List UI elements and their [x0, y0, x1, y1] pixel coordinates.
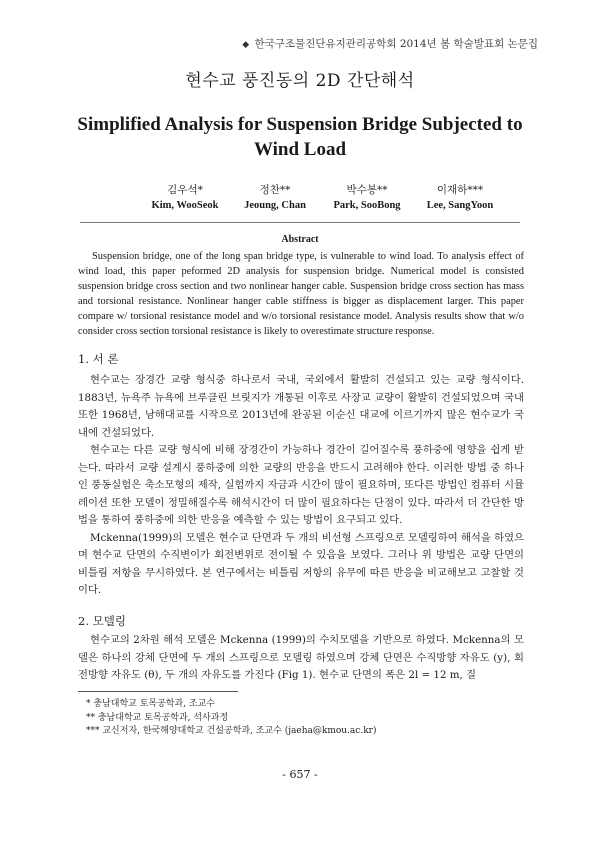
author-name-en: Lee, SangYoon: [426, 200, 494, 211]
abstract-heading: Abstract: [281, 234, 319, 245]
author-name-ko: 정찬**: [259, 184, 291, 196]
abstract-text: Suspension bridge, one of the long span bridge type, is vulnerable to wind load. To analysis effect of wind load, this paper peformed 2D analysis for suspension bridge. Numerical model is consisted suspension bridge cross section and two nonlinear hanger cable. Suspension bridge cross section has mass and torsional resistance. Nonlinear hanger cable stiffness is bigger as displacement larger. This paper compare w/ torsional resistance model and w/o torsional resistance model. Analysis results show that w/o consider cross section torsional resistance is likely to overestimate structure response.: [78, 251, 524, 337]
author-3: [322, 182, 412, 214]
paragraph: 현수교는 장경간 교량 형식중 하나로서 국내, 국외에서 활발히 건설되고 있는 교량 형식이다. 1883년, 뉴욕주 뉴욕에 브루클린 브릿지가 개통된 이후로 사장교 교량이 활발히 건설되었으며 국내 또한 1968년, 남해대교를 시작으로 2013년에 완공된 이순신 대교에 이르기까지 많은 현수교가 국내에 건설되었다.: [78, 374, 524, 439]
footnote: * 충남대학교 토목공학과, 조교수: [86, 699, 215, 709]
paragraph: Mckenna(1999)의 모델은 현수교 단면과 두 개의 비선형 스프링으로 모델링하여 해석을 하였으며 현수교 단면의 수직변이가 회전변위로 전이될 수 있음을 보였다. 그러나 위 방법은 교량 단면의 비틀림 저항을 무시하였다. 본 연구에서는 비틀림 저항의 유무에 따른 반응을 비교해보고 고찰할 것이다.: [78, 531, 524, 596]
author-name-ko: 이재하***: [436, 184, 484, 196]
paragraph: 현수교의 2차원 해석 모델은 Mckenna (1999)의 수치모델을 기반으로 하였다. Mckenna의 모델은 하나의 강체 단면에 두 개의 스프링으로 모델링 하였으며 강체 단면은 수직방향 자유도 (y), 회전방향 자유도 (θ), 두 개의 자유도를 가진다 (Fig 1). 현수교 단면의 폭은 2l = 12 m, 질: [78, 634, 524, 681]
diamond-icon: ◆: [242, 40, 250, 50]
author-4: [410, 182, 510, 214]
title-english: Simplified Analysis for Suspension Bridge Subjected to Wind Load: [77, 114, 523, 160]
author-1: [140, 182, 230, 214]
section-heading-modeling: 2. 모델링: [78, 614, 126, 628]
footnote: ** 충남대학교 토목공학과, 석사과정: [86, 712, 229, 723]
author-name-ko: 박수봉**: [346, 184, 388, 196]
abstract-body: [78, 249, 524, 339]
footnotes: [86, 698, 376, 739]
author-name-en: Kim, WooSeok: [151, 200, 219, 211]
title-korean: 현수교 풍진동의 2D 간단해석: [185, 71, 415, 91]
section-heading-intro: 1. 서 론: [78, 352, 119, 366]
page-number: - 657 -: [282, 768, 318, 781]
author-2: [230, 182, 320, 214]
author-name-ko: 김우석*: [167, 184, 203, 196]
author-name-en: Jeoung, Chan: [244, 200, 306, 211]
footnote-divider: [78, 691, 238, 692]
divider: [80, 222, 520, 223]
section-body-modeling: [78, 632, 524, 685]
running-header: [242, 36, 538, 51]
section-body-intro: [78, 372, 524, 600]
author-name-en: Park, SooBong: [333, 200, 401, 211]
paragraph: 현수교는 다른 교량 형식에 비해 장경간이 가능하나 경간이 길어질수록 풍하중에 영향을 쉽게 받는다. 따라서 교량 설계시 풍하중에 의한 교량의 반응을 반드시 고려해야 한다. 이러한 방법 중 하나인 풍동실험은 축소모형의 제작, 실험까지 자금과 시간이 많이 필요하며, 또다른 방법인 컴퓨터 시뮬레이션 또한 모델이 정밀해질수록 해석시간이 더 많이 필요하다는 단점이 있다. 따라서 더 간단한 방법을 통하여 풍하중에 의한 반응을 예측할 수 있는 방법이 요구되고 있다.: [78, 444, 524, 526]
running-header-text: 한국구조물진단유지관리공학회 2014년 봄 학술발표회 논문집: [254, 38, 538, 50]
footnote: *** 교신저자, 한국해양대학교 건설공학과, 조교수 (jaeha@kmou.ac.kr): [86, 726, 377, 736]
